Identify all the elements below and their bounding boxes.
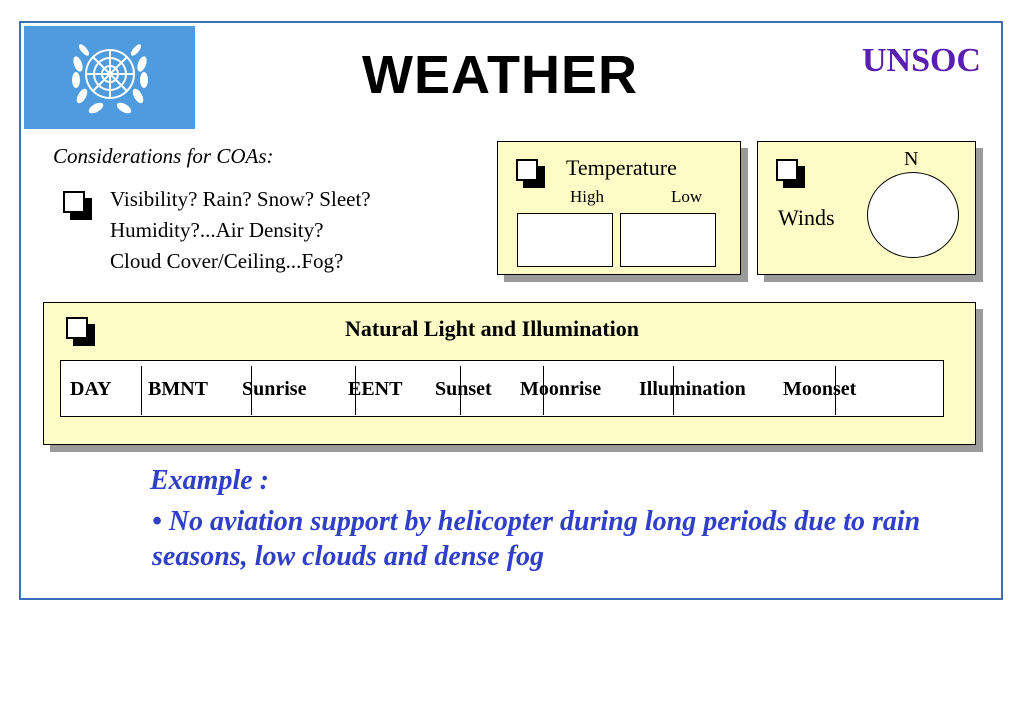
column-moonset: Moonset bbox=[783, 378, 857, 400]
page-title: WEATHER bbox=[362, 45, 638, 105]
natural-light-title: Natural Light and Illumination bbox=[344, 316, 639, 341]
considerations-heading: Considerations for COAs: bbox=[53, 144, 274, 168]
winds-north-label: N bbox=[904, 148, 919, 170]
org-label: UNSOC bbox=[861, 42, 981, 79]
temperature-low-label: Low bbox=[671, 187, 703, 206]
checkbox-icon bbox=[516, 159, 538, 181]
checkbox-icon bbox=[63, 191, 85, 213]
temperature-title: Temperature bbox=[566, 155, 677, 180]
natural-light-table bbox=[60, 360, 944, 417]
temperature-low-box bbox=[620, 213, 716, 267]
compass-circle bbox=[867, 172, 959, 258]
column-illumination: Illumination bbox=[639, 378, 746, 400]
column-sunset: Sunset bbox=[435, 378, 492, 400]
consideration-line: Visibility? Rain? Snow? Sleet? bbox=[110, 187, 371, 211]
checkbox-icon bbox=[776, 159, 798, 181]
winds-label: Winds bbox=[778, 205, 835, 230]
consideration-line: Cloud Cover/Ceiling...Fog? bbox=[110, 249, 344, 273]
consideration-line: Humidity?...Air Density? bbox=[110, 218, 324, 242]
temperature-high-box bbox=[517, 213, 613, 267]
column-moonrise: Moonrise bbox=[520, 378, 602, 400]
considerations-list bbox=[110, 184, 371, 277]
example-heading: Example : bbox=[150, 465, 269, 496]
example-bullet: • No aviation support by helicopter during long periods due to rain seasons, low clouds and dense fog bbox=[152, 506, 921, 572]
column-day: DAY bbox=[70, 378, 112, 400]
column-bmnt: BMNT bbox=[148, 378, 208, 400]
column-eent: EENT bbox=[348, 378, 403, 400]
column-sunrise: Sunrise bbox=[242, 378, 307, 400]
temperature-high-label: High bbox=[570, 187, 604, 206]
column-separator bbox=[141, 366, 142, 415]
